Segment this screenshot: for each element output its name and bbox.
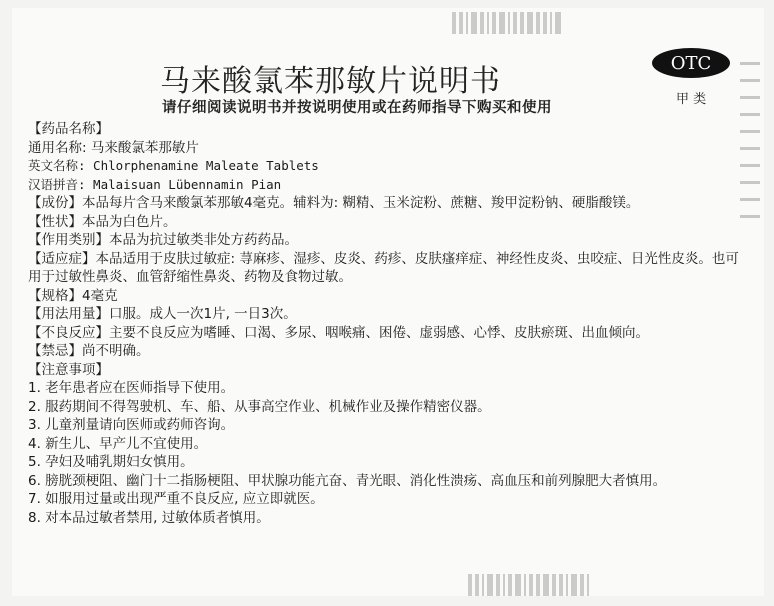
precaution-item: 7. 如服用过量或出现严重不良反应, 应立即就医。 xyxy=(28,491,324,507)
precautions-heading: 【注意事项】 xyxy=(28,361,109,378)
description-section: 【性状】本品为白色片。 xyxy=(28,213,177,230)
indications-section: 【适应症】本品适用于皮肤过敏症: 荨麻疹、湿疹、皮炎、药疹、皮肤瘙痒症、神经性皮炎、虫咬症、日光性皮炎。也可用于过敏性鼻炎、血管舒缩性鼻炎、药物及食物过敏。 xyxy=(28,250,739,285)
bleed-through-barcode-top xyxy=(452,12,561,34)
precaution-item: 2. 服药期间不得驾驶机、车、船、从事高空作业、机械作业及操作精密仪器。 xyxy=(28,398,491,415)
leaflet-body xyxy=(28,120,748,527)
dosage-section: 【用法用量】口服。成人一次1片, 一日3次。 xyxy=(28,306,297,322)
precaution-item: 1. 老年患者应在医师指导下使用。 xyxy=(28,380,235,396)
precaution-item: 6. 膀胱颈梗阻、幽门十二指肠梗阻、甲状腺功能亢奋、青光眼、消化性溃疡、高血压和前列腺肥大者慎用。 xyxy=(28,472,667,489)
strength-section: 【规格】4毫克 xyxy=(28,287,118,304)
usage-notice: 请仔细阅读说明书并按说明使用或在药师指导下购买和使用 xyxy=(162,100,552,116)
bleed-through-barcode-bottom xyxy=(468,574,589,596)
adverse-reactions-section: 【不良反应】主要不良反应为嗜睡、口渴、多尿、咽喉痛、困倦、虚弱感、心悸、皮肤瘀斑、出血倾向。 xyxy=(28,324,649,341)
english-name: 英文名称: Chlorphenamine Maleate Tablets xyxy=(28,158,319,173)
precaution-item: 8. 对本品过敏者禁用, 过敏体质者慎用。 xyxy=(28,509,270,526)
otc-class-label: 甲 类 xyxy=(676,92,707,107)
pinyin-name: 汉语拼音: Malaisuan Lübennamin Pian xyxy=(28,176,282,192)
drug-name-heading: 【药品名称】 xyxy=(28,121,109,137)
otc-badge: OTC xyxy=(652,48,730,78)
leaflet-title: 马来酸氯苯那敏片说明书 xyxy=(160,64,501,99)
generic-name: 通用名称: 马来酸氯苯那敏片 xyxy=(28,139,199,156)
composition-section: 【成份】本品每片含马来酸氯苯那敏4毫克。辅料为: 糊精、玉米淀粉、蔗糖、羧甲淀粉钠、硬脂酸镁。 xyxy=(28,195,640,211)
precaution-item: 5. 孕妇及哺乳期妇女慎用。 xyxy=(28,454,194,470)
category-section: 【作用类别】本品为抗过敏类非处方药药品。 xyxy=(28,232,298,248)
contraindications-section: 【禁忌】尚不明确。 xyxy=(28,343,150,359)
precaution-item: 4. 新生儿、早产儿不宜使用。 xyxy=(28,435,208,452)
precaution-item: 3. 儿童剂量请向医师或药师咨询。 xyxy=(28,417,235,433)
